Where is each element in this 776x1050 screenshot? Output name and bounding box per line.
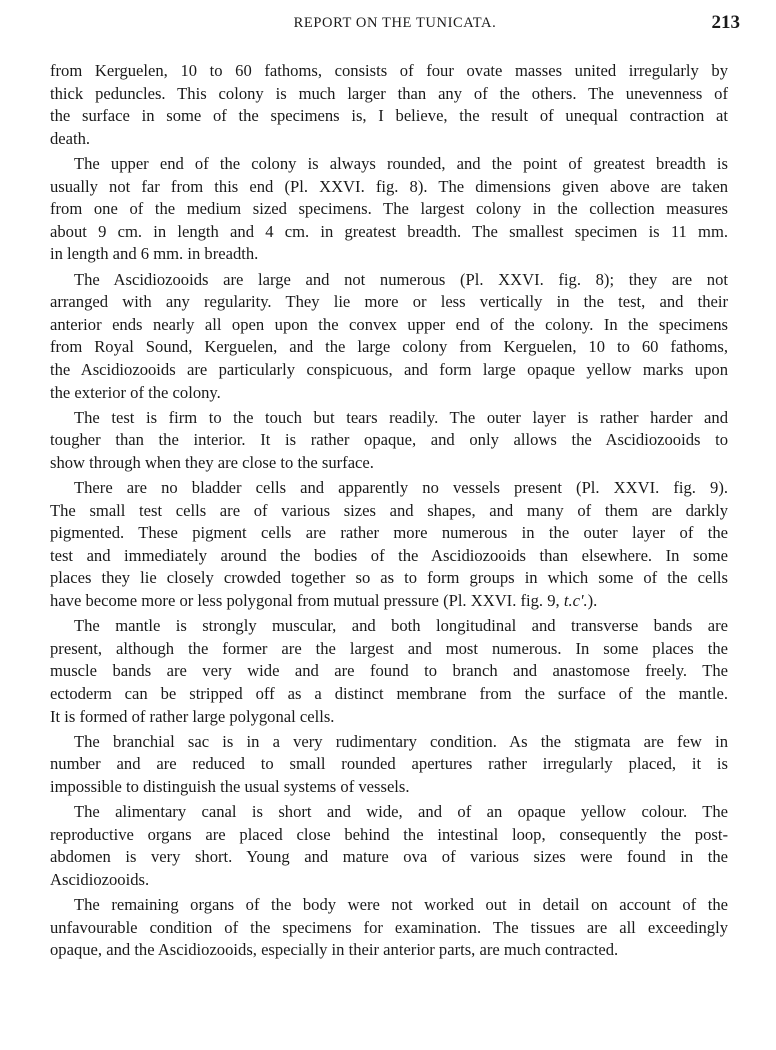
paragraph [50, 407, 728, 475]
text-line: pigmented. These pigment cells are rather more numerous in the outer layer of the [50, 523, 728, 543]
text-line: arranged with any regularity. They lie more or less vertically in the test, and their [50, 292, 728, 312]
paragraph [50, 477, 728, 613]
text-line: thick peduncles. This colony is much larger than any of the others. The unevenness of [50, 83, 728, 103]
text-line: The Ascidiozooids are large and not numerous (Pl. XXVI. fig. 8); they are not [74, 269, 728, 289]
text-line: number and are reduced to small rounded apertures rather irregularly placed, it is [50, 754, 728, 774]
paragraph [50, 153, 728, 266]
text-line: The mantle is strongly muscular, and both longitudinal and transverse bands are [74, 616, 728, 636]
text-line: The small test cells are of various sizes and shapes, and many of them are darkly [50, 500, 728, 520]
page-header [50, 12, 740, 36]
paragraph [50, 60, 728, 150]
text-line: opaque, and the Ascidiozooids, especially in their anterior parts, are much contracted. [50, 940, 619, 960]
text-line: usually not far from this end (Pl. XXVI. fig. 8). The dimensions given above are taken [50, 176, 728, 196]
text-line: There are no bladder cells and apparently no vessels present (Pl. XXVI. fig. 9). [74, 478, 728, 498]
paragraph [50, 269, 728, 405]
text-line: The remaining organs of the body were not worked out in detail on account of the [74, 895, 728, 915]
text-line: death. [50, 128, 91, 148]
text-line: muscle bands are very wide and are found to branch and anastomose freely. The [50, 661, 728, 681]
text-segment: have become more or less polygonal from mutual pressure (Pl. XXVI. fig. 9, [50, 591, 564, 611]
text-line: impossible to distinguish the usual systems of vessels. [50, 776, 410, 796]
text-segment: ). [587, 591, 598, 611]
text-line: reproductive organs are placed close behind the intestinal loop, consequently the post- [50, 824, 728, 844]
paragraph [50, 731, 728, 799]
text-line [50, 590, 728, 613]
page-number: 213 [711, 12, 740, 33]
text-line: show through when they are close to the surface. [50, 452, 374, 472]
text-line: unfavourable condition of the specimens for examination. The tissues are all exceedingly [50, 917, 728, 937]
text-line: The branchial sac is in a very rudimentary condition. As the stigmata are few in [74, 731, 728, 751]
text-line: places they lie closely crowded together so as to form groups in which some of the cells [50, 568, 728, 588]
text-line: from Royal Sound, Kerguelen, and the large colony from Kerguelen, 10 to 60 fathoms, [50, 337, 728, 357]
paragraph [50, 894, 728, 962]
paragraph [50, 801, 728, 891]
text-line: the Ascidiozooids are particularly conspicuous, and form large opaque yellow marks upon [50, 359, 728, 379]
italic-reference: t.c'. [563, 591, 588, 611]
body-text [50, 60, 728, 965]
text-line: abdomen is very short. Young and mature ova of various sizes were found in the [50, 847, 728, 867]
text-line: the surface in some of the specimens is, I believe, the result of unequal contraction at [50, 106, 728, 126]
text-line: test and immediately around the bodies of the Ascidiozooids than elsewhere. In some [50, 545, 728, 565]
text-line: tougher than the interior. It is rather opaque, and only allows the Ascidiozooids to [50, 430, 728, 450]
text-line: present, although the former are the largest and most numerous. In some places the [50, 638, 728, 658]
text-line: in length and 6 mm. in breadth. [50, 244, 259, 264]
text-line: the exterior of the colony. [50, 382, 221, 402]
text-line: It is formed of rather large polygonal cells. [50, 706, 335, 726]
paragraph [50, 615, 728, 728]
text-line: The alimentary canal is short and wide, and of an opaque yellow colour. The [74, 802, 728, 822]
text-line: about 9 cm. in length and 4 cm. in greatest breadth. The smallest specimen is 11 mm. [50, 221, 728, 241]
text-line: The test is firm to the touch but tears readily. The outer layer is rather harder and [74, 407, 728, 427]
running-title: REPORT ON THE TUNICATA. [293, 15, 497, 31]
text-line: Ascidiozooids. [50, 869, 150, 889]
text-line: from one of the medium sized specimens. The largest colony in the collection measures [50, 199, 728, 219]
text-line: The upper end of the colony is always rounded, and the point of greatest breadth is [74, 153, 728, 173]
text-line: from Kerguelen, 10 to 60 fathoms, consists of four ovate masses united irregularly by [50, 61, 728, 80]
text-line: ectoderm can be stripped off as a distinct membrane from the surface of the mantle. [50, 684, 728, 703]
text-line: anterior ends nearly all open upon the convex upper end of the colony. In the specimens [50, 314, 728, 334]
